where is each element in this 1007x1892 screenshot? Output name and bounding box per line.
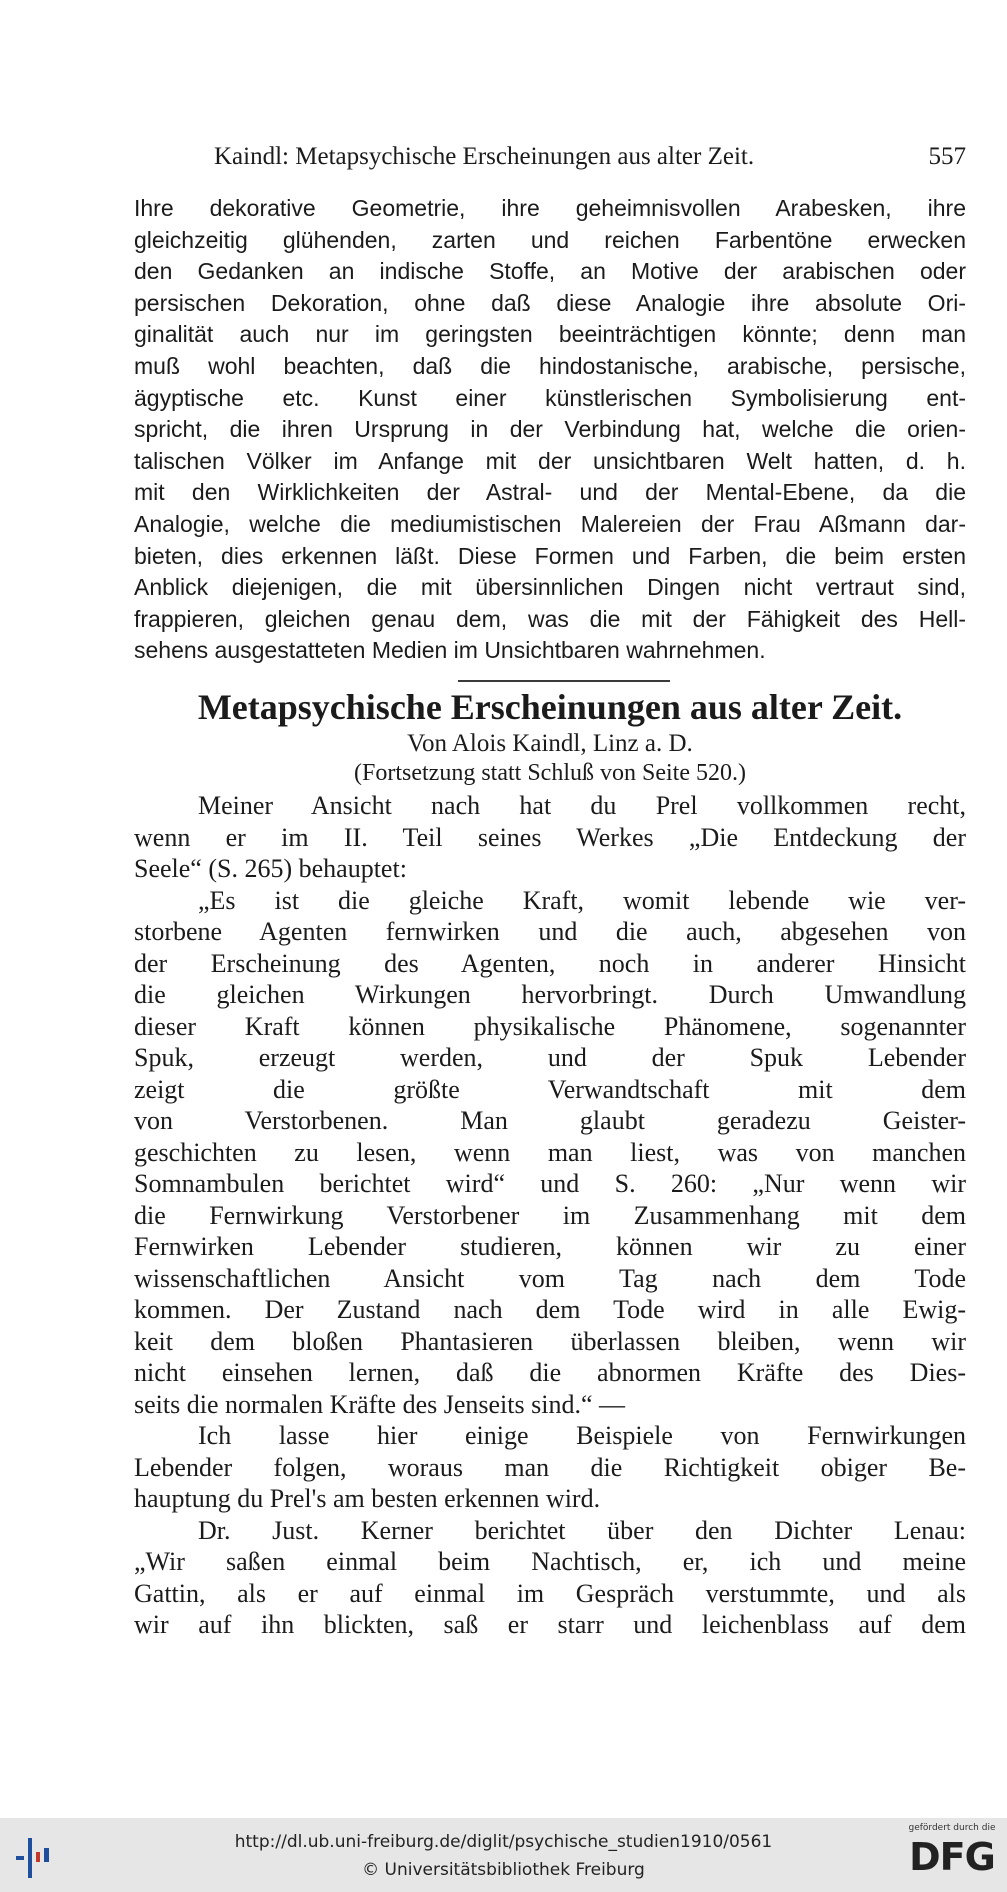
text-line: Dr. Just. Kerner berichtet über den Dichter Lenau: [198, 1515, 966, 1545]
text-line: „Es ist die gleiche Kraft, womit lebende wie ver- [198, 885, 966, 915]
page-number: 557 [928, 143, 966, 170]
text-line: die Fernwirkung Verstorbener im Zusammenhang mit dem [134, 1200, 966, 1230]
text-line: geschichten zu lesen, wenn man liest, was von manchen [134, 1137, 966, 1167]
text-line: Spuk, erzeugt werden, und der Spuk Lebender [134, 1043, 966, 1072]
footer-url-link[interactable]: http://dl.ub.uni-freiburg.de/diglit/psychische_studien1910/0561 [234, 1832, 773, 1852]
funder-note: gefördert durch die [908, 1823, 996, 1833]
footer-copyright: © Universitätsbibliothek Freiburg [362, 1860, 645, 1880]
text-line: Somnambulen berichtet wird“ und S. 260: „Nur wenn wir [134, 1169, 966, 1198]
text-line: storbene Agenten fernwirken und die auch, abgesehen von [134, 917, 966, 946]
text-line: „Wir saßen einmal beim Nachtisch, er, ich und meine [134, 1547, 966, 1576]
text-line: die gleichen Wirkungen hervorbringt. Durch Umwandlung [134, 980, 966, 1009]
text-line: persischen Dekoration, ohne daß diese Analogie ihre absolute Ori- [134, 289, 966, 316]
text-line: dieser Kraft können physikalische Phänomene, sogenannter [134, 1011, 966, 1041]
text-line: hauptung du Prel's am besten erkennen wird. [134, 1484, 601, 1513]
text-line: den Gedanken an indische Stoffe, an Motive der arabischen oder [134, 258, 966, 285]
text-line: Anblick diejenigen, die mit übersinnlichen Dingen nicht vertraut sind, [134, 574, 966, 601]
text-line: keit dem bloßen Phantasieren überlassen bleiben, wenn wir [134, 1326, 966, 1356]
text-line: kommen. Der Zustand nach dem Tode wird in alle Ewig- [134, 1295, 966, 1324]
text-line: bieten, dies erkennen läßt. Diese Formen und Farben, die beim ersten [134, 542, 966, 569]
funder-badge [907, 1822, 997, 1880]
text-line: mit den Wirklichkeiten der Astral- und der Mental-Ebene, da die [134, 479, 966, 506]
previous-article-text [134, 193, 966, 667]
text-line: sehens ausgestatteten Medien im Unsichtbaren wahrnehmen. [134, 637, 766, 664]
text-line: Analogie, welche die mediumistischen Malereien der Frau Aßmann dar- [134, 510, 966, 537]
text-line: Seele“ (S. 265) behauptet: [134, 854, 407, 883]
footer-bar [0, 1818, 1007, 1892]
article-body [134, 790, 966, 1641]
text-line: Fernwirken Lebender studieren, können wir zu einer [134, 1232, 966, 1261]
article-byline: Von Alois Kaindl, Linz a. D. [407, 730, 693, 757]
continuation-note: (Fortsetzung statt Schluß von Seite 520.) [354, 760, 746, 786]
text-line: muß wohl beachten, daß die hindostanische, arabische, persische, [134, 352, 966, 379]
text-line: Gattin, als er auf einmal im Gespräch verstummte, und als [134, 1578, 966, 1608]
text-line: Ich lasse hier einige Beispiele von Fernwirkungen [198, 1421, 966, 1450]
text-line: spricht, die ihren Ursprung in der Verbindung hat, welche die orien- [134, 416, 966, 443]
running-title: Kaindl: Metapsychische Erscheinungen aus alter Zeit. [214, 143, 755, 170]
text-line: ägyptische etc. Kunst einer künstlerischen Symbolisierung ent- [134, 384, 966, 411]
article-title: Metapsychische Erscheinungen aus alter Zeit. [197, 687, 903, 727]
text-line: gleichzeitig glühenden, zarten und reichen Farbentöne erwecken [134, 226, 966, 253]
text-line: Ihre dekorative Geometrie, ihre geheimnisvollen Arabesken, ihre [134, 195, 966, 221]
dfg-logo: DFG [909, 1835, 995, 1879]
text-line: Meiner Ansicht nach hat du Prel vollkommen recht, [198, 791, 966, 820]
running-header [214, 140, 966, 174]
text-line: von Verstorbenen. Man glaubt geradezu Geister- [134, 1106, 966, 1135]
text-line: wissenschaftlichen Ansicht vom Tag nach dem Tode [134, 1263, 966, 1293]
text-line: Lebender folgen, woraus man die Richtigkeit obiger Be- [134, 1452, 966, 1482]
text-line: der Erscheinung des Agenten, noch in anderer Hinsicht [134, 948, 966, 978]
text-line: nicht einsehen lernen, daß die abnormen Kräfte des Dies- [134, 1358, 966, 1387]
text-line: wenn er im II. Teil seines Werkes „Die Entdeckung der [134, 822, 966, 852]
text-line: zeigt die größte Verwandtschaft mit dem [134, 1074, 966, 1104]
text-line: frappieren, gleichen genau dem, was die mit der Fähigkeit des Hell- [134, 605, 966, 632]
text-line: seits die normalen Kräfte des Jenseits sind.“ — [134, 1389, 625, 1419]
text-line: ginalität auch nur im geringsten beeinträchtigen könnte; denn man [134, 321, 966, 348]
text-line: wir auf ihn blickten, saß er starr und leichenblass auf dem [134, 1610, 966, 1639]
text-line: talischen Völker im Anfange mit der unsichtbaren Welt hatten, d. h. [134, 447, 966, 474]
